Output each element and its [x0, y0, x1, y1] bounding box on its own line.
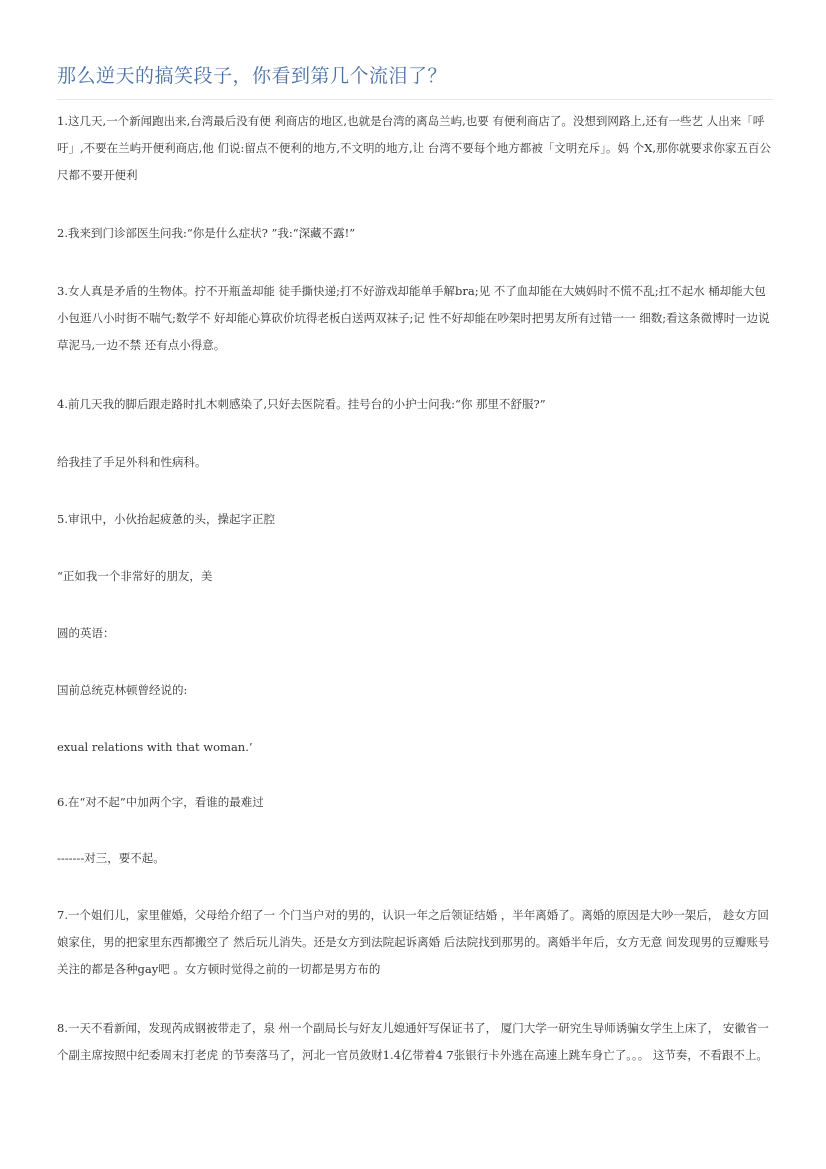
paragraph-6: 6.在“对不起”中加两个字，看谁的最难过 — [57, 795, 264, 809]
paragraph-8: 8.一天不看新闻，发现芮成钢被带走了，泉 州一个副局长与好友儿媳通奸写保证书了， 厦门大学一研究生导师诱骗女学生上床了， 安徽省一个副主席按照中纪委周末打老虎 的节奏落马了，河北一官员敛财1.4亿带着4 7张银行卡外逃在高速上跳车身亡了。。。 这节奏，不看跟不上。 — [57, 1021, 769, 1062]
paragraph-6-answer: -------对三，要不起。 — [57, 851, 165, 865]
paragraph-5-line-5: exual relations with that woman.’ — [57, 740, 253, 754]
paragraph-7: 7.一个姐们儿，家里催婚，父母给介绍了一 个门当户对的男的，认识一年之后领证结婚 ，半年离婚了。离婚的原因是大吵一架后， 趁女方回娘家住，男的把家里东西都搬空了 然后玩儿消失。还是女方到法院起诉离婚 后法院找到那男的。离婚半年后，女方无意 间发现男的豆瓣账号关注的都是各种gay吧 。女方顿时觉得之前的一切都是男方布的 — [57, 908, 770, 976]
paragraph-5-quote: “正如我一个非常好的朋友，美 — [57, 569, 213, 583]
paragraph-5: 5.审讯中，小伙抬起疲惫的头，操起字正腔 — [57, 512, 275, 526]
paragraph-4-continued: 给我挂了手足外科和性病科。 — [57, 455, 207, 469]
paragraph-3: 3.女人真是矛盾的生物体。拧不开瓶盖却能 徒手撕快递;打不好游戏却能单手解bra;见 不了血却能在大姨妈时不慌不乱;扛不起水 桶却能大包小包逛八小时街不喘气;数学不 好却能心算砍价坑得老板白送两双袜子;记 性不好却能在吵架时把男友所有过错一一 细数;看这条微博时一边说草泥马,一边不禁 还有点小得意。 — [57, 284, 770, 352]
paragraph-5-line-3: 圆的英语： — [57, 626, 115, 640]
paragraph-1: 1.这几天,一个新闻跑出来,台湾最后没有便 利商店的地区,也就是台湾的离岛兰屿,也要 有便利商店了。没想到网路上,还有一些艺 人出来「呼吁」,不要在兰屿开便利商店,他 们说:留点不便利的地方,不文明的地方,让 台湾不要每个地方都被「文明充斥」。妈 个X,那你就要求你家五百公尺都不要开便利 — [57, 114, 772, 182]
paragraph-2: 2.我来到门诊部医生问我:“你是什么症状? ”我:“深藏不露!” — [57, 226, 356, 240]
paragraph-5-line-4: 国前总统克林顿曾经说的: — [57, 683, 188, 697]
title-divider — [57, 99, 773, 100]
paragraph-4: 4.前几天我的脚后跟走路时扎木刺感染了,只好去医院看。挂号台的小护士问我:“你 那里不舒服?” — [57, 397, 546, 411]
article-title: 那么逆天的搞笑段子，你看到第几个流泪了？ — [57, 65, 448, 87]
